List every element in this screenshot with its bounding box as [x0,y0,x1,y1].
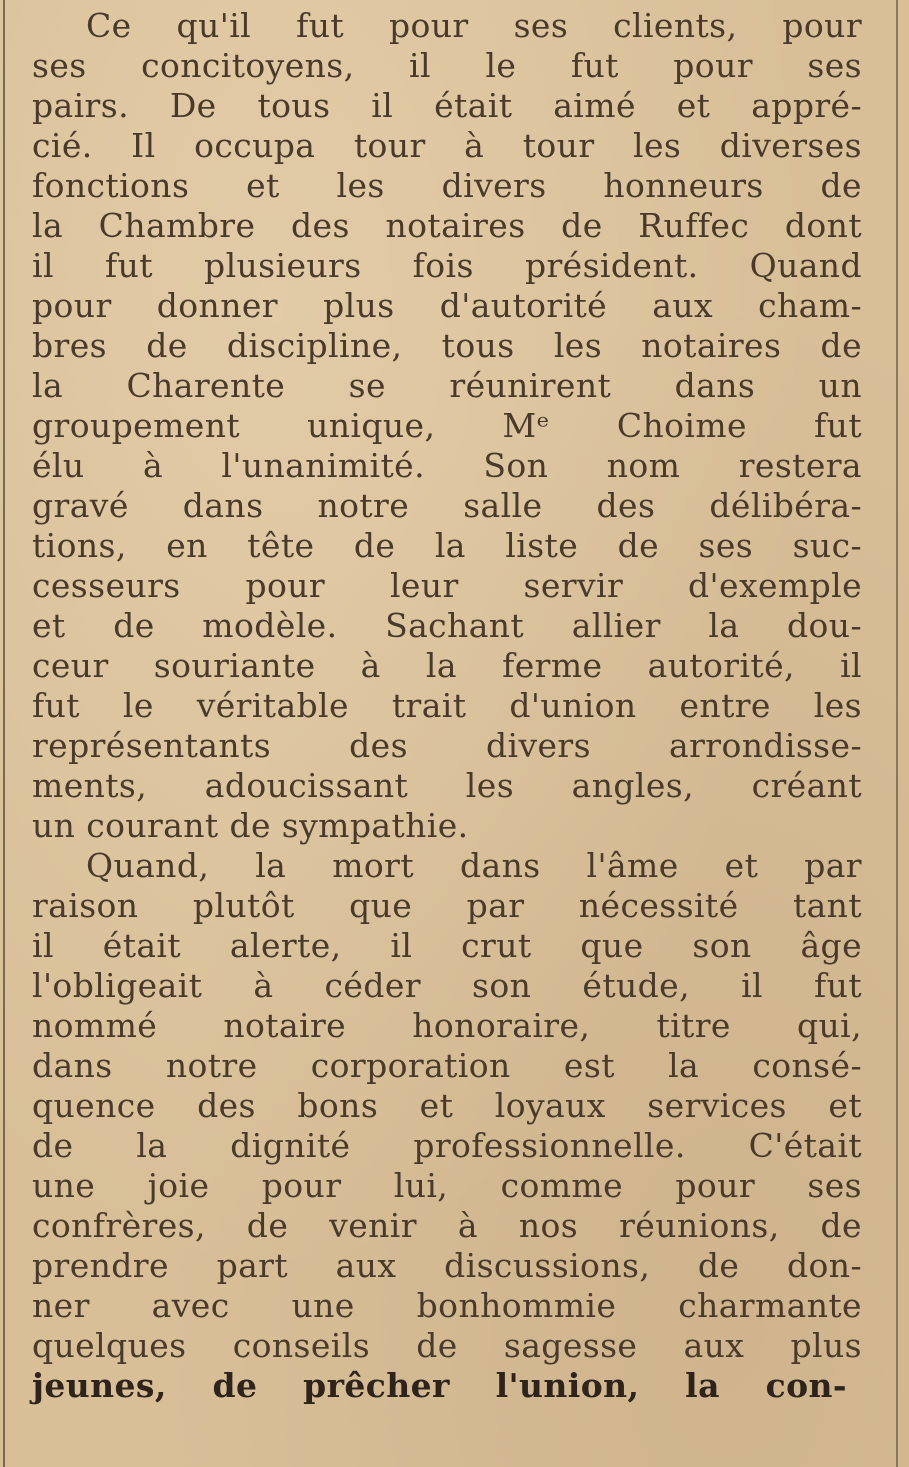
text-line: groupement unique, Mᵉ Choime fut [32,406,862,445]
text-line: jeunes, de prêcher l'union, la con- [32,1366,847,1405]
text-line: ses concitoyens, il le fut pour ses [32,46,862,85]
text-line: ceur souriante à la ferme autorité, il [32,646,862,685]
text-line: ments, adoucissant les angles, créant [32,766,862,805]
text-line: nommé notaire honoraire, titre qui, [32,1006,862,1045]
text-line: cié. Il occupa tour à tour les diverses [32,126,862,165]
text-line: l'obligeait à céder son étude, il fut [32,966,862,1005]
text-line: un courant de sympathie. [32,806,469,845]
text-line: de la dignité professionnelle. C'était [32,1126,862,1165]
text-line: prendre part aux discussions, de don- [32,1246,862,1285]
text-line: il était alerte, il crut que son âge [32,926,862,965]
text-line: Ce qu'il fut pour ses clients, pour [86,6,862,45]
text-line: confrères, de venir à nos réunions, de [32,1206,862,1245]
text-line: fonctions et les divers honneurs de [32,166,862,205]
text-line: élu à l'unanimité. Son nom restera [32,446,862,485]
text-line: pairs. De tous il était aimé et appré- [32,86,862,125]
text-line: la Chambre des notaires de Ruffec dont [32,206,862,245]
text-line: Quand, la mort dans l'âme et par [86,846,862,885]
column-rule-right [896,0,898,1467]
text-line: cesseurs pour leur servir d'exemple [32,566,862,605]
text-line: tions, en tête de la liste de ses suc- [32,526,862,565]
text-line: il fut plusieurs fois président. Quand [32,246,862,285]
text-line: pour donner plus d'autorité aux cham- [32,286,862,325]
text-line: raison plutôt que par nécessité tant [32,886,862,925]
column-rule-left [3,0,5,1467]
text-line: une joie pour lui, comme pour ses [32,1166,862,1205]
text-line: et de modèle. Sachant allier la dou- [32,606,862,645]
text-line: fut le véritable trait d'union entre les [32,686,862,725]
text-line: ner avec une bonhommie charmante [32,1286,862,1325]
text-line: dans notre corporation est la consé- [32,1046,862,1085]
text-line: gravé dans notre salle des délibéra- [32,486,862,525]
text-line: quelques conseils de sagesse aux plus [32,1326,862,1365]
text-line: bres de discipline, tous les notaires de [32,326,862,365]
text-line: la Charente se réunirent dans un [32,366,862,405]
text-line: quence des bons et loyaux services et [32,1086,862,1125]
text-line: représentants des divers arrondisse- [32,726,862,765]
